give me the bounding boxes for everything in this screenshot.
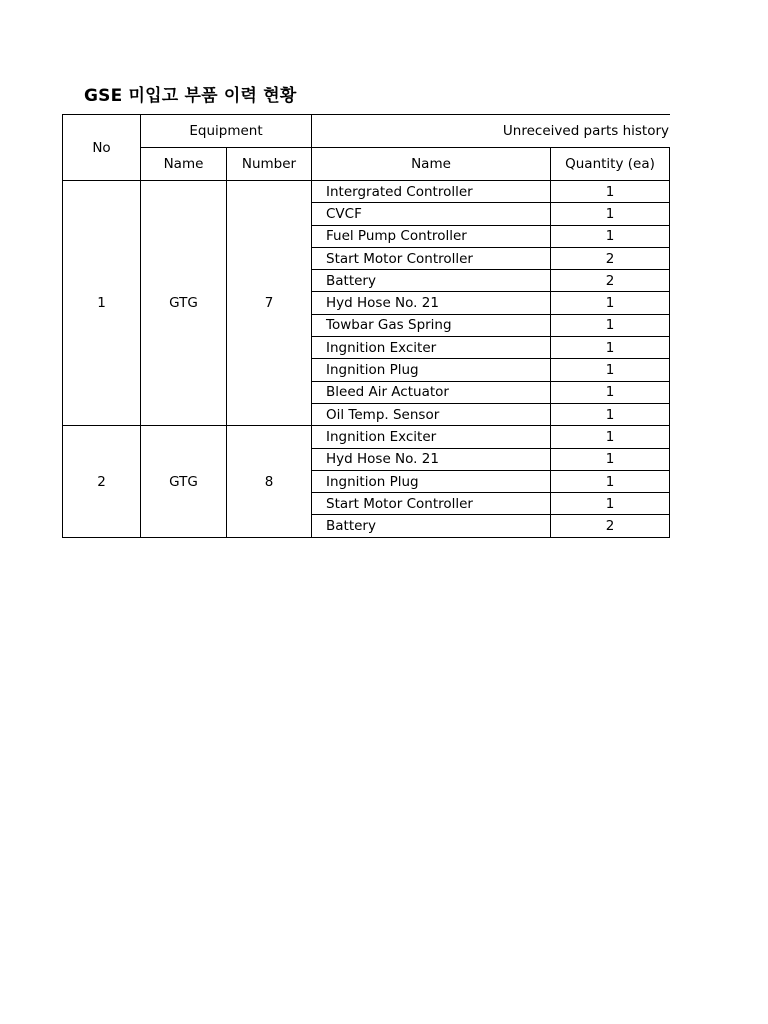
- empty-cell: [670, 381, 671, 403]
- equipment-number-cell: 8: [227, 426, 312, 537]
- part-name-cell: Ingnition Exciter: [312, 337, 551, 359]
- part-quantity-cell: 1: [551, 337, 670, 359]
- part-name-cell: Battery: [312, 515, 551, 537]
- group-no-cell: 2: [63, 426, 141, 537]
- sheet-viewport: [62, 114, 670, 538]
- part-name-cell: Fuel Pump Controller: [312, 225, 551, 247]
- part-name-cell: Battery: [312, 270, 551, 292]
- empty-cell: [670, 181, 671, 203]
- parts-history-table: [62, 114, 670, 538]
- header-history: Unreceived parts history: [502, 123, 669, 139]
- part-name-cell: Bleed Air Actuator: [312, 381, 551, 403]
- part-quantity-cell: 2: [551, 247, 670, 269]
- part-quantity-cell: 1: [551, 493, 670, 515]
- part-name-cell: Oil Temp. Sensor: [312, 403, 551, 425]
- part-quantity-cell: 1: [551, 470, 670, 492]
- part-quantity-cell: 2: [551, 270, 670, 292]
- equipment-name-cell: GTG: [141, 181, 227, 426]
- empty-cell: [670, 337, 671, 359]
- part-name-cell: Ingnition Plug: [312, 359, 551, 381]
- part-name-cell: Hyd Hose No. 21: [312, 448, 551, 470]
- header-quantity: Quantity (ea): [551, 148, 670, 181]
- part-name-cell: Ingnition Plug: [312, 470, 551, 492]
- table-row: [63, 426, 671, 448]
- empty-cell: [670, 448, 671, 470]
- part-quantity-cell: 1: [551, 292, 670, 314]
- empty-cell: [670, 292, 671, 314]
- empty-cell: [670, 493, 671, 515]
- empty-cell: [670, 203, 671, 225]
- empty-cell: [670, 426, 671, 448]
- part-quantity-cell: 1: [551, 448, 670, 470]
- header-row-2: [63, 148, 671, 181]
- empty-cell: [670, 270, 671, 292]
- part-name-cell: Towbar Gas Spring: [312, 314, 551, 336]
- empty-cell: [670, 403, 671, 425]
- equipment-name-cell: GTG: [141, 426, 227, 537]
- header-empty-cell: [670, 148, 671, 181]
- equipment-number-cell: 7: [227, 181, 312, 426]
- part-quantity-cell: 1: [551, 381, 670, 403]
- part-quantity-cell: 1: [551, 403, 670, 425]
- empty-cell: [670, 515, 671, 537]
- empty-cell: [670, 225, 671, 247]
- header-part-name: Name: [312, 148, 551, 181]
- table-row: [63, 181, 671, 203]
- part-name-cell: Ingnition Exciter: [312, 426, 551, 448]
- group-no-cell: 1: [63, 181, 141, 426]
- part-quantity-cell: 1: [551, 426, 670, 448]
- header-equipment-number: Number: [227, 148, 312, 181]
- header-equipment-name: Name: [141, 148, 227, 181]
- part-name-cell: Start Motor Controller: [312, 247, 551, 269]
- part-quantity-cell: 1: [551, 359, 670, 381]
- part-quantity-cell: 1: [551, 203, 670, 225]
- part-name-cell: Start Motor Controller: [312, 493, 551, 515]
- part-quantity-cell: 2: [551, 515, 670, 537]
- table-body: [63, 115, 671, 538]
- empty-cell: [670, 470, 671, 492]
- document-title: GSE 미입고 부품 이력 현황: [84, 86, 297, 106]
- header-history-cell: [312, 115, 671, 148]
- part-quantity-cell: 1: [551, 225, 670, 247]
- part-quantity-cell: 1: [551, 181, 670, 203]
- header-row-1: [63, 115, 671, 148]
- header-equipment: Equipment: [141, 115, 312, 148]
- empty-cell: [670, 359, 671, 381]
- part-quantity-cell: 1: [551, 314, 670, 336]
- part-name-cell: CVCF: [312, 203, 551, 225]
- empty-cell: [670, 247, 671, 269]
- part-name-cell: Hyd Hose No. 21: [312, 292, 551, 314]
- header-no: No: [63, 115, 141, 181]
- part-name-cell: Intergrated Controller: [312, 181, 551, 203]
- empty-cell: [670, 314, 671, 336]
